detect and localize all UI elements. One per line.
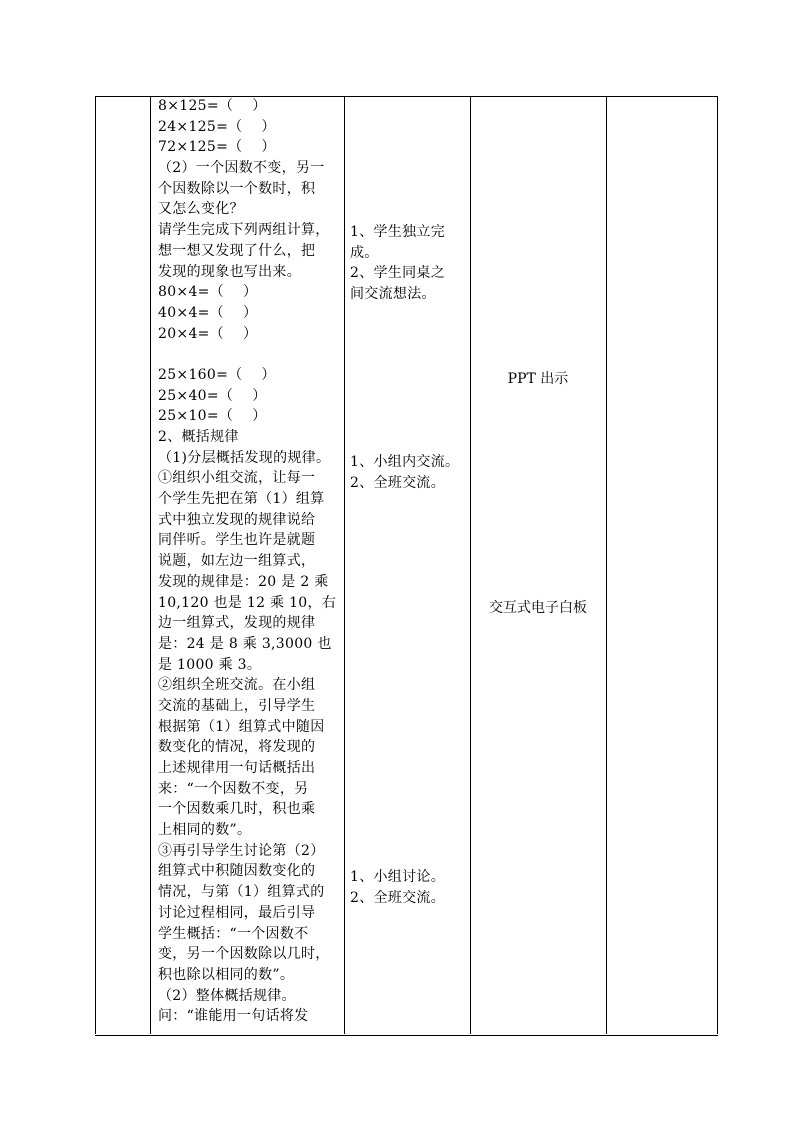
activity-line: 1、小组讨论。 — [350, 869, 446, 885]
process-line: 同伴听。学生也许是就题 — [158, 532, 316, 549]
process-line: 边一组算式，发现的规律 — [158, 615, 316, 632]
process-line: 数变化的情况，将发现的 — [158, 739, 316, 756]
process-line: 情况，与第（1）组算式的 — [158, 884, 325, 901]
student-activity-cell-a — [350, 222, 468, 305]
process-line: 25×10=（ ） — [158, 408, 267, 425]
process-line: 根据第（1）组算式中随因 — [158, 718, 325, 735]
process-line: 72×125=（ ） — [158, 139, 276, 156]
process-line: 想一想又发现了什么，把 — [158, 242, 316, 259]
activity-line: 间交流想法。 — [350, 286, 436, 303]
table-border-right — [717, 96, 718, 1034]
process-line: ①组织小组交流，让每一 — [158, 470, 316, 487]
process-line: 上述规律用一句话概括出 — [158, 760, 316, 776]
process-line: 80×4=（ ） — [158, 284, 258, 301]
process-line: 说题，如左边一组算式， — [158, 553, 316, 570]
process-line: 又怎么变化？ — [158, 201, 244, 218]
process-line: 2、概括规律 — [158, 429, 239, 445]
table-divider-4 — [606, 96, 607, 1034]
process-line: 8×125=（ ） — [158, 98, 267, 114]
process-line: 20×4=（ ） — [158, 325, 258, 342]
table-divider-2 — [344, 96, 345, 1034]
activity-line: 1、小组内交流。 — [350, 454, 460, 470]
table-divider-3 — [470, 96, 471, 1034]
process-line: 来：“一个因数不变，另 — [158, 780, 309, 797]
activity-line: 成。 — [350, 244, 379, 261]
activity-line: 2、全班交流。 — [350, 474, 446, 491]
process-line: 是：24 是 8 乘 3,3000 也 — [158, 635, 332, 652]
process-line: 发现的现象也写出来。 — [158, 263, 301, 280]
process-line — [158, 344, 344, 365]
process-line: （2）整体概括规律。 — [158, 987, 296, 1004]
activity-line: 2、学生同桌之 — [350, 265, 446, 282]
process-line: ②组织全班交流。在小组 — [158, 677, 316, 694]
process-line: 25×40=（ ） — [158, 387, 267, 404]
table-border-left — [95, 96, 96, 1034]
media-whiteboard-label: 交互式电子白板 — [489, 600, 587, 616]
media-ppt-label: PPT 出示 — [507, 371, 569, 387]
process-line: 个因数除以一个数时，积 — [158, 180, 316, 197]
process-line: 25×160=（ ） — [158, 366, 276, 383]
teaching-process-cell — [158, 96, 344, 1027]
process-line: 是 1000 乘 3。 — [158, 656, 262, 673]
process-line: 24×125=（ ） — [158, 118, 276, 135]
student-activity-cell-c — [350, 867, 468, 908]
student-activity-cell-b — [350, 452, 468, 493]
activity-line: 2、全班交流。 — [350, 889, 446, 906]
process-line: 个学生先把在第（1）组算 — [158, 491, 325, 508]
process-line: 发现的规律是：20 是 2 乘 — [158, 573, 329, 590]
process-line: 变，另一个因数除以几时， — [158, 946, 330, 963]
process-line: 一个因数乘几时，积也乘 — [158, 801, 316, 818]
table-divider-1 — [150, 96, 151, 1034]
process-line: 问：“谁能用一句话将发 — [158, 1008, 309, 1025]
process-line: 组算式中积随因数变化的 — [158, 863, 316, 880]
process-line: （2）一个因数不变，另一 — [158, 160, 325, 177]
process-line: 上相同的数”。 — [158, 822, 252, 839]
activity-line: 1、学生独立完 — [350, 224, 446, 240]
process-line: 学生概括：“一个因数不 — [158, 925, 309, 942]
process-line: 10,120 也是 12 乘 10，右 — [158, 594, 337, 611]
process-line: （1)分层概括发现的规律。 — [158, 449, 331, 466]
process-line: ③再引导学生讨论第（2） — [158, 842, 325, 859]
process-line: 讨论过程相同，最后引导 — [158, 904, 316, 921]
process-line: 积也除以相同的数”。 — [158, 966, 295, 983]
process-line: 式中独立发现的规律说给 — [158, 511, 316, 528]
process-line: 40×4=（ ） — [158, 304, 258, 321]
process-line: 交流的基础上，引导学生 — [158, 697, 316, 714]
process-line: 请学生完成下列两组计算， — [158, 222, 330, 239]
